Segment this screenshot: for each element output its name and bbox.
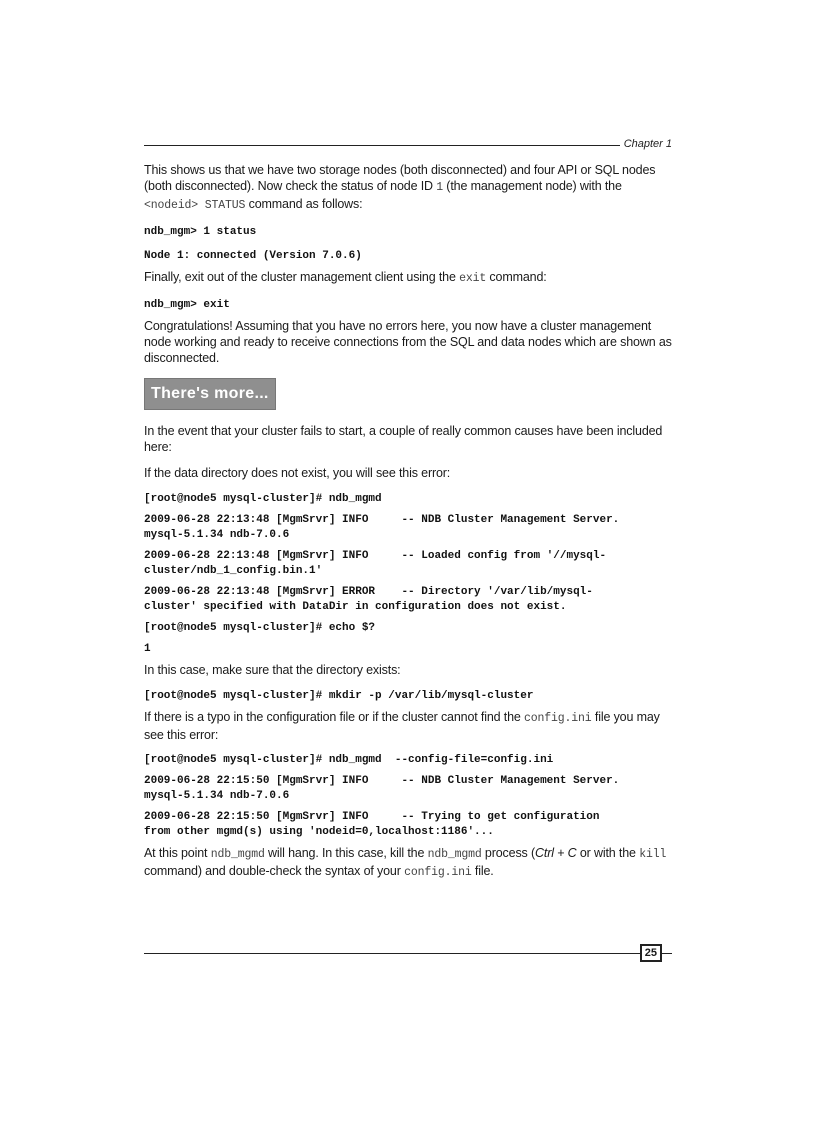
code-block-config-error — [144, 753, 672, 840]
code-block-data-dir-error — [144, 492, 672, 657]
footer-rule-tail — [662, 953, 672, 954]
code-line: [root@node5 mysql-cluster]# ndb_mgmd --config-file=config.ini — [144, 754, 554, 766]
code-line: 2009-06-28 22:15:50 [MgmSrvr] INFO -- NDB Cluster Management Server. mysql-5.1.34 ndb-7.0.6 — [144, 775, 620, 802]
paragraph-exit-intro: Finally, exit out of the cluster management client using the exit command: — [144, 270, 547, 285]
code-line: 2009-06-28 22:15:50 [MgmSrvr] INFO -- Trying to get configuration from other mgmd(s) using 'nodeid=0,localhost:1186'... — [144, 811, 600, 838]
code-exit-command: ndb_mgm> exit — [144, 299, 230, 311]
code-line: [root@node5 mysql-cluster]# echo $? — [144, 622, 376, 634]
code-line: 1 — [144, 643, 151, 655]
page-content — [144, 162, 672, 881]
code-line: 2009-06-28 22:13:48 [MgmSrvr] ERROR -- Directory '/var/lib/mysql- cluster' specified with DataDir in configuration does not exist. — [144, 586, 593, 613]
header-rule — [144, 145, 620, 146]
paragraph-data-dir-missing: If the data directory does not exist, you will see this error: — [144, 466, 451, 480]
code-status-command: ndb_mgm> 1 status — [144, 226, 257, 238]
code-line: 2009-06-28 22:13:48 [MgmSrvr] INFO -- NDB Cluster Management Server. mysql-5.1.34 ndb-7.0.6 — [144, 514, 620, 541]
footer-rule — [144, 953, 640, 954]
paragraph-node-status-intro: This shows us that we have two storage nodes (both disconnected) and four API or SQL nodes (both disconnected). Now check the status of node ID 1 (the management node) with the <nodeid> STATUS command as follows: — [144, 163, 656, 212]
paragraph-hang-advice: At this point ndb_mgmd will hang. In this case, kill the ndb_mgmd process (Ctrl + C or with the kill command) and double-check the syntax of your config.ini file. — [144, 846, 667, 879]
chapter-label: Chapter 1 — [623, 138, 672, 150]
code-line: 2009-06-28 22:13:48 [MgmSrvr] INFO -- Loaded config from '//mysql- cluster/ndb_1_config.bin.1' — [144, 550, 607, 577]
code-line: [root@node5 mysql-cluster]# ndb_mgmd — [144, 493, 382, 505]
code-status-output: Node 1: connected (Version 7.0.6) — [144, 250, 362, 262]
paragraph-failure-causes: In the event that your cluster fails to start, a couple of really common causes have been included here: — [144, 424, 663, 454]
code-mkdir-command: [root@node5 mysql-cluster]# mkdir -p /var/lib/mysql-cluster — [144, 690, 534, 702]
page-footer — [144, 943, 672, 963]
page-header — [144, 134, 672, 150]
paragraph-config-typo: If there is a typo in the configuration file or if the cluster cannot find the config.ini file you may see this error: — [144, 710, 660, 742]
paragraph-make-sure-dir: In this case, make sure that the directory exists: — [144, 663, 401, 677]
section-heading-theres-more: There's more... — [144, 378, 276, 410]
page-number: 25 — [640, 944, 662, 962]
paragraph-congratulations: Congratulations! Assuming that you have no errors here, you now have a cluster management node working and ready to receive connections from the SQL and data nodes which are shown as disconnected. — [144, 319, 672, 365]
